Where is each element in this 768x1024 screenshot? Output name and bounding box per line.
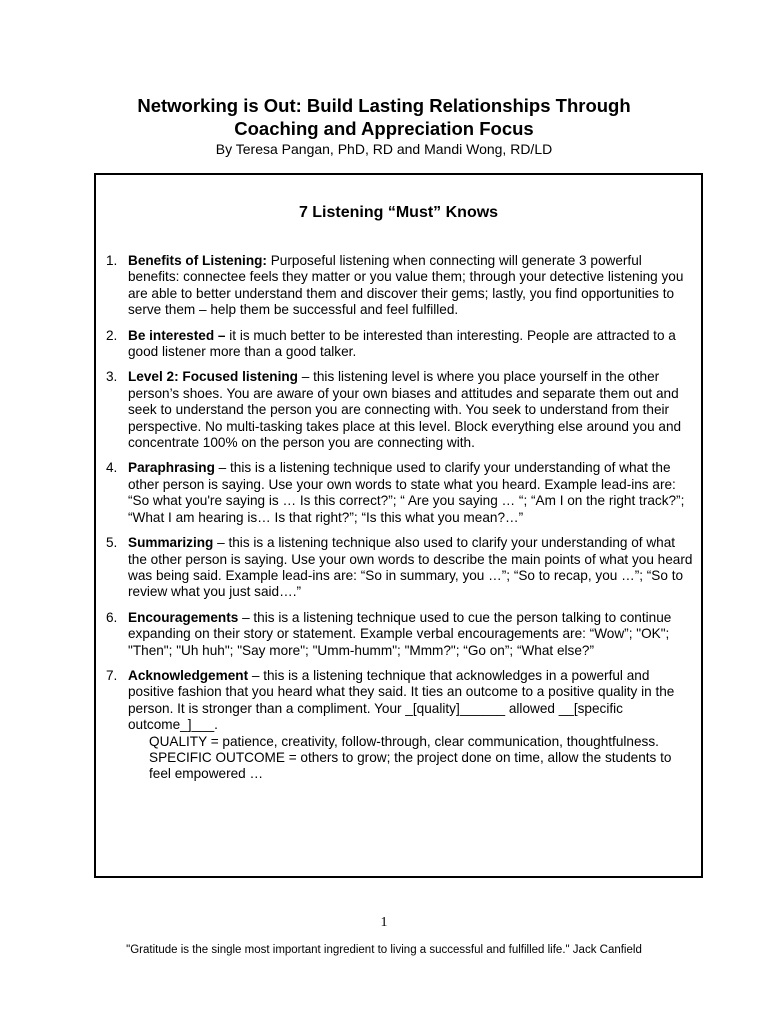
item-number: 5.	[106, 535, 118, 551]
list-item	[102, 328, 696, 361]
item-text: – this is a listening technique used to cue the person talking to continue expanding on their story or statement. Example verbal encouragements are: “Wow”; "OK"; "Then"; "Uh huh"; "Say more"; "Umm-humm"; "Mmm?"; “Go on”; “What else?”	[128, 609, 672, 658]
listening-box	[94, 173, 703, 878]
title-line-1: Networking is Out: Build Lasting Relationships Through	[137, 95, 631, 116]
item-text: – this listening level is where you place yourself in the other person’s shoes. You are aware of your own biases and attitudes and separate them out and seek to understand the person you are connecting with. You seek to understand from their perspective. No multi-tasking takes place at this level. Block everything else around you and concentrate 100% on the person you are connecting with.	[128, 369, 682, 451]
item-number: 3.	[106, 369, 118, 385]
item-term: Paraphrasing	[128, 460, 215, 476]
list-item	[102, 460, 696, 526]
item-text: – this is a listening technique also used to clarify your understanding of what the other person is saying. Use your own words to describe the main points of what you heard was being said. Example lead-ins are: “So in summary, you …”; “So to recap, you …”; “So to review what you just said….”	[128, 535, 693, 600]
listening-list	[102, 253, 696, 792]
quality-definition: QUALITY = patience, creativity, follow-through, clear communication, thoughtfulness.	[149, 733, 659, 749]
list-item	[102, 535, 696, 601]
item-number: 7.	[106, 667, 118, 683]
item-number: 6.	[106, 609, 118, 625]
list-item	[102, 668, 696, 783]
footer-quote: "Gratitude is the single most important ingredient to living a successful and fulfilled life." Jack Canfield	[126, 944, 642, 956]
item-term: Level 2: Focused listening	[128, 369, 298, 385]
item-term: Summarizing	[128, 535, 214, 551]
item-text: Purposeful listening when connecting will generate 3 powerful benefits: connectee feels they matter or you value them; through your detective listening you are able to better understand them and discover their gems; lastly, you find opportunities to serve them – help them be successful and feel fulfilled.	[128, 253, 684, 318]
item-term: Acknowledgement	[128, 667, 249, 683]
box-heading: 7 Listening “Must” Knows	[298, 204, 499, 221]
list-item	[102, 610, 696, 659]
item-number: 4.	[106, 460, 118, 476]
item-term: Encouragements	[128, 609, 239, 625]
item-text: – this is a listening technique that acknowledges in a powerful and positive fashion that you heard what they said. It ties an outcome to a positive quality in the person. It is stronger than a compliment. Your _[quality]______ allowed __[specific outcome_]___.	[128, 667, 675, 733]
item-term: Be interested –	[128, 327, 226, 343]
byline: By Teresa Pangan, PhD, RD and Mandi Wong, RD/LD	[215, 141, 553, 157]
item-number: 2.	[106, 327, 118, 343]
item-text: – this is a listening technique used to clarify your understanding of what the other person is saying. Use your own words to state what you heard. Example lead-ins are: “So what you're saying is … Is this correct?”; “ Are you saying … “; “Am I on the right track?”; “What I am hearing is… Is that right?”; “Is this what you mean?…”	[128, 460, 685, 525]
item-term: Benefits of Listening:	[128, 253, 267, 268]
document-title	[0, 94, 768, 140]
specific-outcome-definition: SPECIFIC OUTCOME = others to grow; the project done on time, allow the students to feel empowered …	[149, 749, 672, 782]
item-number: 1.	[106, 253, 118, 268]
title-line-2: Coaching and Appreciation Focus	[234, 118, 534, 139]
page-number: 1	[380, 915, 388, 930]
list-item	[102, 253, 696, 319]
item-text: it is much better to be interested than interesting. People are attracted to a good listener more than a good talker.	[128, 327, 676, 360]
list-item	[102, 369, 696, 451]
